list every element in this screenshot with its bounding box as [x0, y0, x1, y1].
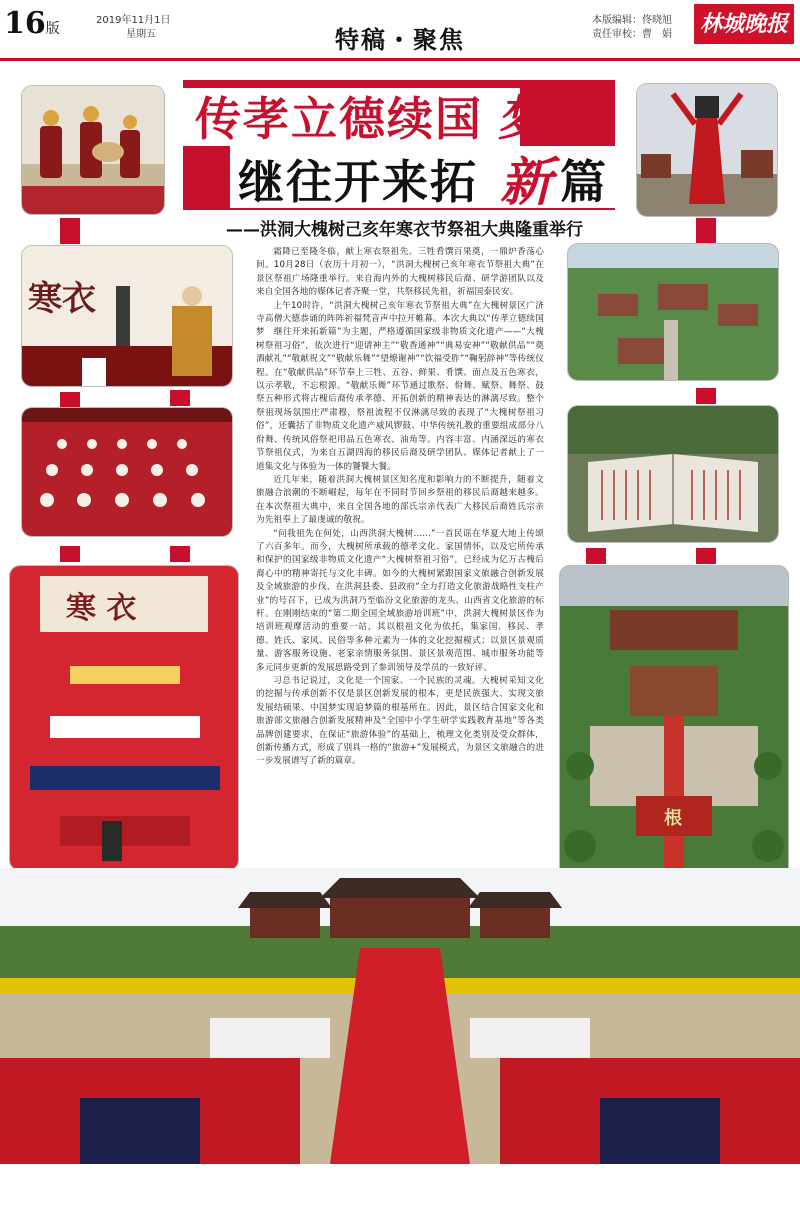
headline-subtitle: ——洪洞大槐树己亥年寒衣节祭祖大典隆重举行	[226, 220, 583, 240]
photo-stone-book	[568, 406, 778, 542]
header-rule	[0, 58, 800, 61]
headline-line2: 继往开来拓	[238, 155, 478, 209]
photo-altar-offerings	[10, 566, 238, 870]
headline-line1: 传孝立德续国	[195, 92, 483, 146]
newspaper-logo: 林城晚报	[694, 4, 794, 44]
photo-sign-gen: 根	[664, 808, 682, 829]
headline-line1-accent: 梦	[497, 91, 546, 147]
photo-masked-dancer	[637, 84, 777, 216]
headline-line2-end: 篇	[560, 155, 606, 209]
photo-tab	[170, 546, 190, 562]
photo-ceremony-host	[22, 246, 232, 386]
page-number: 16版	[4, 6, 60, 41]
photo-tab	[696, 548, 716, 564]
article-paragraph: 近几年来，随着洪洞大槐树景区知名度和影响力的不断提升，随着文旅融合浪潮的不断崛起，每年在不同时节回乡祭祖的移民后裔越来越多。在本次祭祖大典中，来自全国各地的部氏宗亲代表广大移民后裔姓氏宗亲为先祖奉上了最虔诚的敬祝。	[256, 474, 544, 526]
headline-line2-accent: 新	[500, 152, 553, 213]
photo-tab	[696, 388, 716, 404]
photo-tab	[60, 546, 80, 562]
photo-tab	[586, 548, 606, 564]
article-paragraph: 霜降已至隆冬临，献上寒衣祭祖先。三牲肴馔百果奠，一鼎炉香荡心间。10月28日（农历十月初一），“洪洞大槐树己亥年寒衣节祭祖大典”在景区祭祖广场隆重举行。来自海内外的大槐树移民后裔、研学游团队以及来自全国各地的媒体记者齐聚一堂，共祭移民先祖，祈福国泰民安。	[256, 247, 544, 298]
photo-tab	[696, 228, 716, 244]
date-text: 2019年11月1日	[96, 15, 171, 26]
photo-drum-formation	[22, 408, 232, 536]
article-paragraph: 习总书记说过，文化是一个国家、一个民族的灵魂。大槐树采知文化的挖掘与传承创新不仅是景区创新发展的根本，更是民族强大、实现文旅发展结硕果、中国梦实现追梦篇的根基所在。因此，景区结合国家文化和旅游部文旅融合创新发展精神及“全国中小学生研学实践教育基地”等各类品牌创建要求，在保证“旅游体验”的基础上，梳理文化类别及受众群体，创新传播方式，形成了别具一格的“旅游+”发展模式，为景区文旅融合的进一步发展谱写了新的篇章。	[256, 676, 544, 767]
photo-panorama-ceremony	[0, 868, 800, 1164]
photo-sign-hanyi-left: 寒衣	[28, 279, 96, 319]
article-paragraph: “问我祖先在何处，山西洪洞大槐树……”一首民谣在华夏大地上传颂了六百多年。而今，大槐树所承载的德孝文化、家国情怀，以及它所传承和保护的国家级非物质文化遗产“大槐树祭祖习俗”，已经成为亿万古槐后裔心中的精神寄托与文化丰碑。如今的大槐树紧跟国家文旅融合创新发展及全域旅游的步伐，在洪洞县委、县政府“全力打造文化旅游战略性支柱产业”的号召下，已成为洪洞乃至临汾文化旅游的龙头、山西省文化旅游的标杆。在刚刚结束的“第二期全国全域旅游培训班”中，洪洞大槐树景区作为培训班观摩活动的重要一站，其以根祖文化为依托，集家国、移民、孝德、姓氏、家风、民俗等多种元素为一体的文化挖掘模式；以景区景观质量、游客服务设施、老家亲情服务氛围、景区景观范围、城市服务功能等多元同步更新的发展思路受到了参训领导及学员的一致好评。	[256, 528, 544, 673]
editor-credits	[592, 14, 672, 42]
editor-text: 本版编辑：佟晓旭	[592, 15, 672, 26]
photo-sign-hanyi-altar: 寒 衣	[66, 591, 137, 626]
section-title: 特稿・聚焦	[335, 25, 465, 54]
photo-aerial-temple	[560, 566, 788, 880]
proofreader-text: 责任审校：曹 娟	[592, 29, 672, 40]
photo-tab	[60, 392, 80, 408]
photo-drum-performers	[22, 86, 164, 214]
weekday-text: 星期五	[126, 29, 156, 40]
article-paragraph: 上午10时许，“洪洞大槐树己亥年寒衣节祭祖大典”在大槐树景区广济寺高僧大德恭诵的阵阵祈福梵音声中拉开帷幕。本次大典以“传孝立德续国梦 继往开来拓新篇”为主题，严格遵循国家级非物质文化遗产——“大槐树祭祖习俗”，依次进行“迎请神主”“敬香通神”“典易安神”“敬献供品”“奠酒献礼”“敬献祝文”“敬献乐舞”“望燎谢神”“饮福受胙”“鞠躬辞神”等传统仪程。在“敬献供品”环节奉上三牲、五谷、鲜果、肴馔、面点及五色寒衣，以示孝敬，不忘根源。“敬献乐舞”环节通过歌祭、佾舞、赋祭、舞祭、鼓祭五种形式将古槐后裔传承孝德、开拓创新的精神表达的淋漓尽致。整个祭祖现场氛围庄严肃穆，祭祖流程不仅淋漓尽致的表现了“大槐树祭祖习俗”，还囊括了非物质文化遗产威风锣鼓、中华传统礼教的重要组成部分八佾舞、传统风俗祭祀用品五色寒衣、油角等。内容丰富、内涵深远的寒衣节祭祖仪式，为来自五湖四海的移民后裔及研学团队、媒体记者献上了一道集文化与体验为一体的饕餮大餐。	[256, 300, 544, 472]
photo-tab	[170, 390, 190, 406]
article-body	[256, 246, 544, 866]
photo-tab	[60, 228, 80, 244]
photo-aerial-complex	[568, 244, 778, 380]
